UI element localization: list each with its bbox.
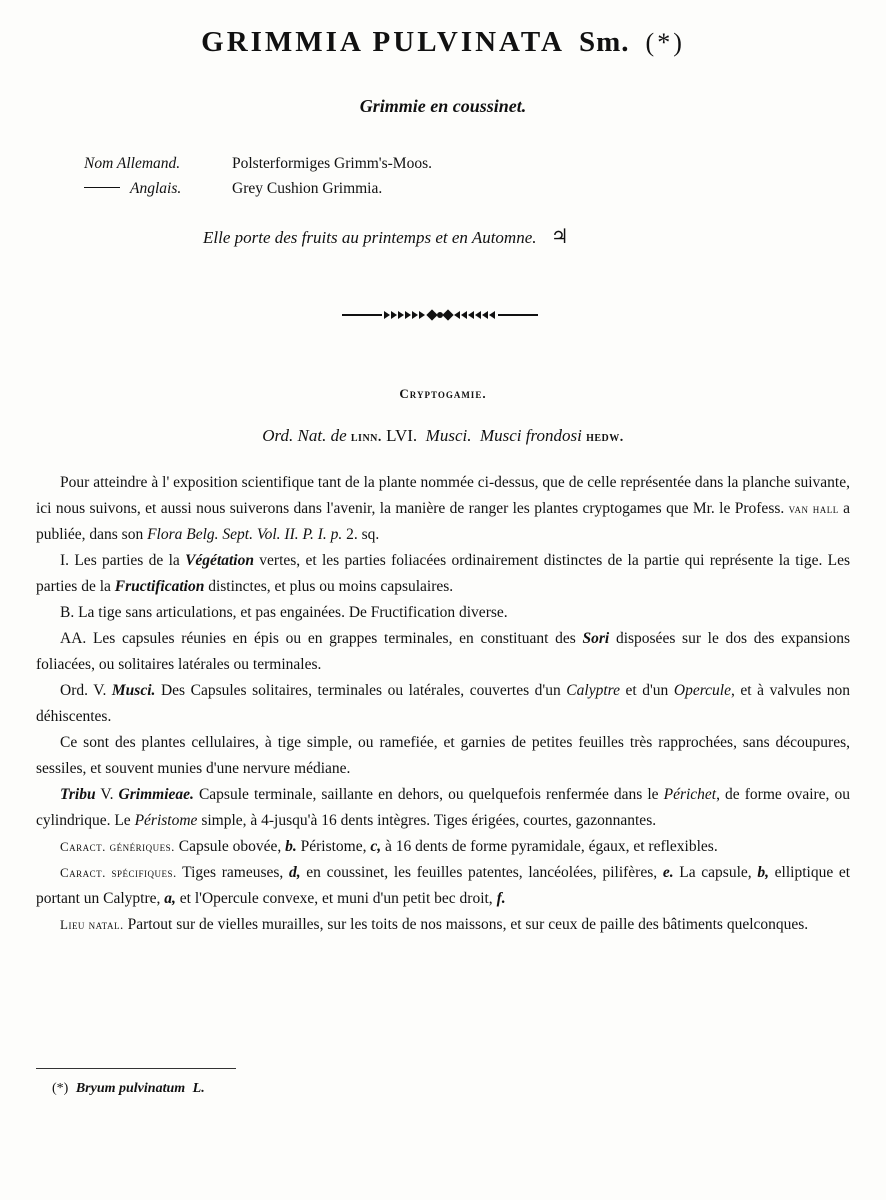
ditto-dash	[84, 187, 120, 188]
order-musci: Musci.	[425, 426, 472, 445]
text-run: Capsule obovée,	[178, 838, 282, 855]
text-run: Ord. V.	[60, 682, 107, 699]
fruiting-note	[203, 224, 569, 249]
footnote-mark: (*)	[52, 1081, 69, 1096]
name-label: Nom Allemand.	[84, 155, 181, 172]
paragraph-order-musci	[36, 678, 850, 730]
section-label: Caract. spécifiques.	[60, 865, 177, 880]
term: Musci.	[111, 682, 156, 699]
text-run: 2. sq.	[346, 526, 380, 543]
figure-ref: d,	[288, 864, 301, 881]
footnote-reference: (*)	[645, 28, 685, 57]
term: Sori	[582, 630, 610, 647]
figure-ref: b.	[285, 838, 297, 855]
text-run: et l'Opercule convexe, et muni d'un petit bec droit,	[179, 890, 493, 907]
paragraph-tribu	[36, 782, 850, 834]
species-author: Sm.	[578, 26, 630, 58]
common-names	[84, 151, 432, 201]
order-frondosi: Musci frondosi	[479, 426, 582, 445]
page-title	[0, 26, 886, 59]
footnote-author: L.	[192, 1081, 205, 1096]
term: Grimmieae.	[118, 786, 194, 803]
text-run: Pour atteindre à l' exposition scientifique tant de la plante nommée ci-dessus, que de celle représentée dans la planche suivante, ici nous suivons, et aussi nous suiverons dans l'avenir, la manière de ranger les plantes cryptogames que Mr. le Profess.	[36, 474, 850, 517]
text-run: elliptique et portant un Calyptre,	[36, 864, 851, 907]
footnote-text: Bryum pulvinatum	[75, 1081, 186, 1096]
body-text	[36, 470, 850, 938]
paragraph-habitat	[36, 912, 850, 938]
term: Périchet	[663, 786, 717, 803]
figure-ref: f.	[496, 890, 506, 907]
name-value: Polsterformiges Grimm's-Moos.	[232, 155, 432, 172]
paragraph-generic	[36, 834, 850, 860]
order-number: LVI.	[386, 426, 418, 445]
page-subtitle: Grimmie en coussinet.	[359, 96, 527, 116]
order-prefix: Ord. Nat. de	[262, 426, 347, 445]
name-row-german	[84, 151, 432, 176]
author-name: van hall	[788, 501, 839, 516]
term: Végétation	[185, 552, 254, 569]
book-title: Flora Belg. Sept. Vol. II. P. I. p.	[147, 526, 343, 543]
order-heading	[0, 426, 886, 446]
text-run: V.	[100, 786, 114, 803]
paragraph-specific	[36, 860, 850, 912]
section-label: Caract. génériques.	[60, 839, 175, 854]
figure-ref: b,	[757, 864, 769, 881]
fruiting-text: Elle porte des fruits au printemps et en Automne.	[203, 228, 537, 247]
text-run: simple, à 4-jusqu'à 16 dents intègres. Tiges érigées, courtes, gazonnantes.	[201, 812, 657, 829]
text-run: , de forme ovaire, ou cylindrique. Le	[36, 786, 850, 829]
perennial-symbol: ♃	[550, 226, 569, 248]
text-run: distinctes, et plus ou moins capsulaires.	[208, 578, 454, 595]
figure-ref: e.	[662, 864, 674, 881]
text-run: Péristome,	[300, 838, 367, 855]
text-run: et d'un	[625, 682, 669, 699]
name-value: Grey Cushion Grimmia.	[232, 180, 383, 197]
name-row-english	[84, 176, 432, 201]
name-label	[84, 176, 232, 201]
section-heading: Cryptogamie.	[399, 386, 487, 401]
paragraph-intro	[36, 470, 850, 548]
text-run: à 16 dents de forme pyramidale, égaux, et reflexibles.	[385, 838, 718, 855]
footnote-rule	[36, 1068, 236, 1069]
text-run: , et à valvules non déhiscentes.	[36, 682, 851, 725]
text-run: Partout sur de vielles murailles, sur les toits de nos maissons, et sur ceux de paille des bâtiments quelconques.	[127, 916, 809, 933]
name-label-text: Anglais.	[130, 180, 182, 197]
text-run: AA. Les capsules réunies en épis ou en grappes terminales, en constituant des	[60, 630, 576, 647]
text-run: La capsule,	[679, 864, 752, 881]
term: Fructification	[114, 578, 205, 595]
paragraph-tige: B. La tige sans articulations, et pas engainées. De Fructification diverse.	[60, 604, 508, 621]
paragraph-plantes: Ce sont des plantes cellulaires, à tige simple, ou ramefiée, et garnies de petites feuilles très rapprochées, sans découpures, sessiles, et souvent munies d'une nervure médiane.	[36, 734, 850, 777]
order-hedw: hedw.	[586, 430, 624, 445]
text-run: en coussinet, les feuilles patentes, lancéolées, pilifères,	[306, 864, 658, 881]
figure-ref: c,	[370, 838, 382, 855]
term: Opercule	[673, 682, 731, 699]
text-run: vertes, et les parties foliacées ordinairement distinctes de la partie qui représente la tige. Les parties de la	[36, 552, 851, 595]
term: Péristome	[134, 812, 198, 829]
ornament-divider	[342, 306, 538, 324]
text-run: Tiges rameuses,	[182, 864, 284, 881]
text-run: a publiée, dans son	[36, 500, 851, 543]
paragraph-capsules	[36, 626, 850, 678]
text-run: Capsule terminale, saillante en dehors, ou quelquefois renfermée dans le	[198, 786, 659, 803]
paragraph-vegetation	[36, 548, 850, 600]
order-linn: linn.	[350, 430, 382, 445]
term: Calyptre	[566, 682, 620, 699]
text-run: I. Les parties de la	[60, 552, 180, 569]
term: Tribu	[60, 786, 96, 803]
species-name: GRIMMIA PULVINATA	[201, 26, 565, 58]
section-label: Lieu natal.	[60, 917, 124, 932]
figure-ref: a,	[164, 890, 176, 907]
footnote	[52, 1081, 205, 1097]
text-run: disposées sur le dos des expansions foliacées, ou solitaires latérales ou terminales.	[36, 630, 850, 673]
text-run: Des Capsules solitaires, terminales ou latérales, couvertes d'un	[160, 682, 561, 699]
